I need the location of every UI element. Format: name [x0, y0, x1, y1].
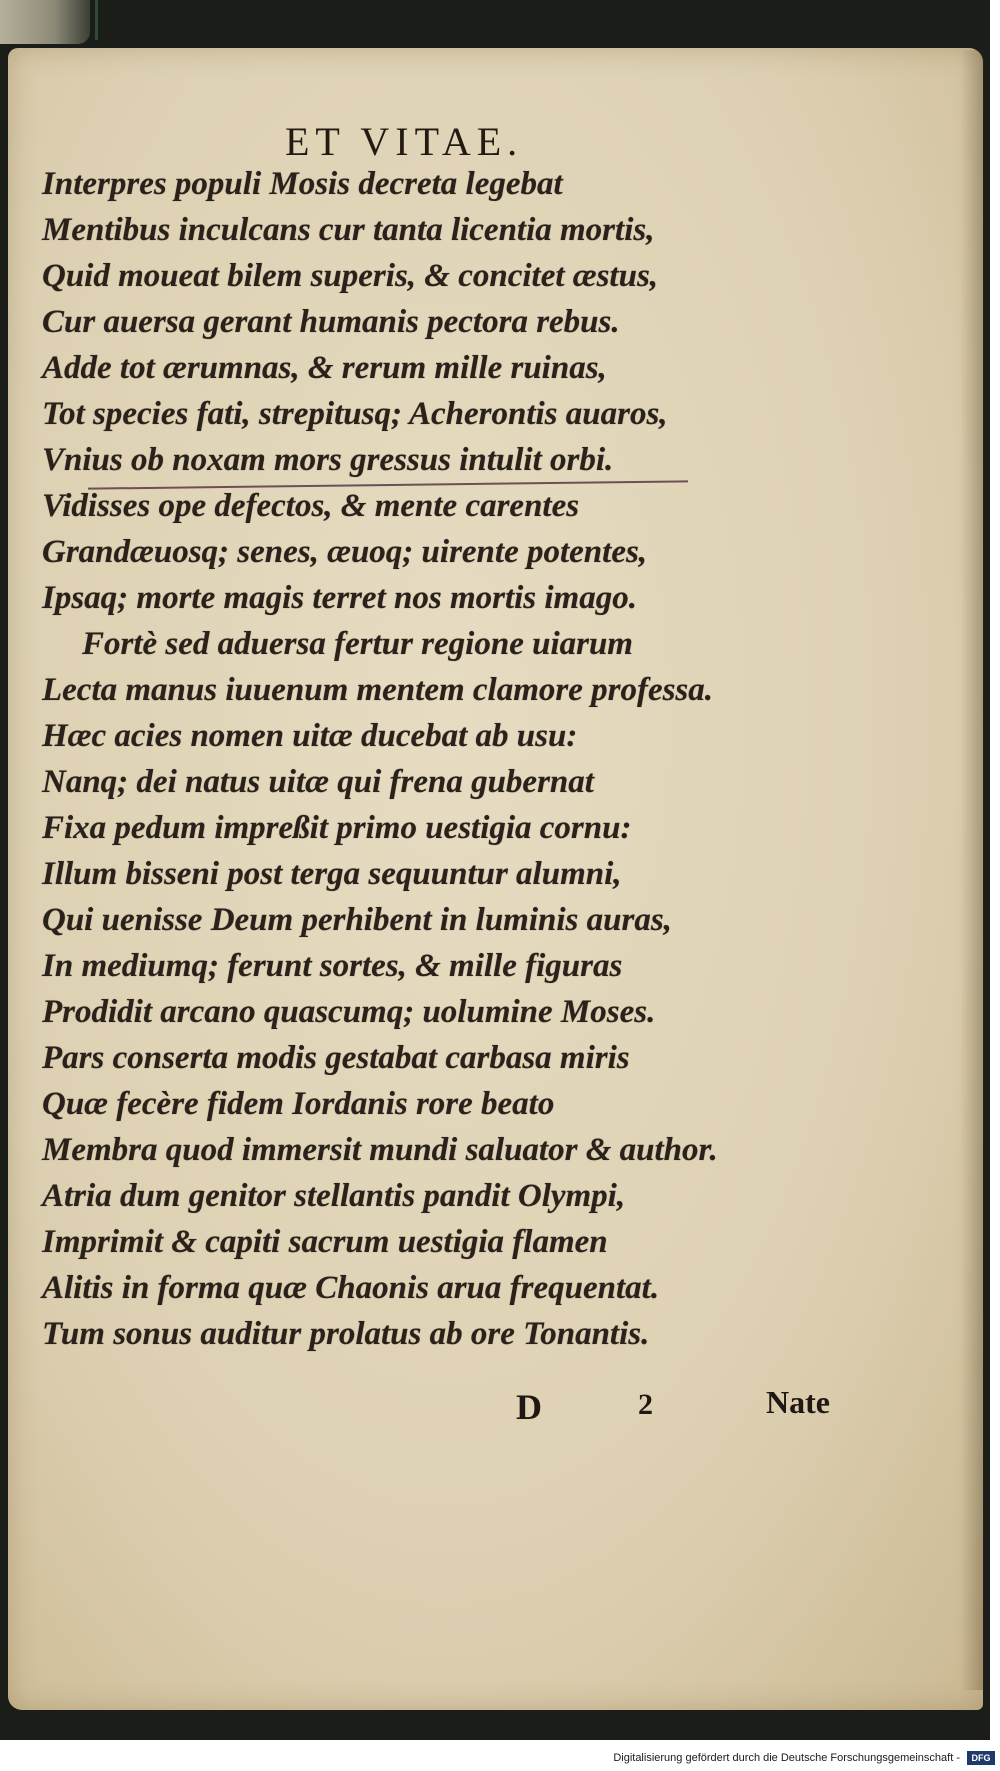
verse-line: Interpres populi Mosis decreta legebat [42, 166, 563, 202]
verse-line: Nanq; dei natus uitæ qui frena gubernat [42, 764, 594, 800]
dfg-logo: DFG [967, 1751, 995, 1765]
verse-line: In mediumq; ferunt sortes, & mille figuras [42, 948, 623, 984]
binding-thread [95, 0, 98, 40]
book-binding-corner [0, 0, 90, 44]
verse-line: Illum bisseni post terga sequuntur alumni, [42, 856, 622, 892]
verse-line: Qui uenisse Deum perhibent in luminis auras, [42, 902, 672, 938]
verse-line: Adde tot ærumnas, & rerum mille ruinas, [42, 350, 607, 386]
catchword: Nate [766, 1384, 830, 1420]
verse-line: Membra quod immersit mundi saluator & author. [42, 1132, 718, 1168]
verse-line: Pars conserta modis gestabat carbasa miris [42, 1040, 630, 1076]
running-head: ET VITAE. [285, 119, 524, 164]
verse-line-indented: Fortè sed aduersa fertur regione uiarum [82, 626, 633, 662]
verse-line-underlined: Vnius ob noxam mors gressus intulit orbi. [42, 442, 614, 478]
verse-line: Hæc acies nomen uitæ ducebat ab usu: [42, 718, 578, 754]
verse-line: Grandæuosq; senes, æuoq; uirente potentes, [42, 534, 648, 570]
verse-line: Prodidit arcano quascumq; uolumine Moses. [42, 994, 656, 1030]
verse-line: Cur auersa gerant humanis pectora rebus. [42, 304, 620, 340]
poem-text [42, 161, 942, 1357]
page-edge-shadow [960, 50, 984, 1690]
verse-line: Lecta manus iuuenum mentem clamore professa. [42, 672, 714, 708]
verse-line: Vidisses ope defectos, & mente carentes [42, 488, 580, 524]
signature-mark: D [516, 1387, 542, 1427]
verse-line: Atria dum genitor stellantis pandit Olympi, [42, 1178, 626, 1214]
verse-line: Quid moueat bilem superis, & concitet æstus, [42, 258, 659, 294]
digitization-credit: Digitalisierung gefördert durch die Deutsche Forschungsgemeinschaft - [613, 1752, 960, 1764]
verse-line: Mentibus inculcans cur tanta licentia mortis, [42, 212, 655, 248]
verse-line: Tum sonus auditur prolatus ab ore Tonantis. [42, 1316, 650, 1352]
verse-line: Alitis in forma quæ Chaonis arua frequentat. [42, 1270, 660, 1306]
verse-line: Tot species fati, strepitusq; Acherontis auaros, [42, 396, 668, 432]
verse-line: Quæ fecère fidem Iordanis rore beato [42, 1086, 555, 1122]
verse-line: Imprimit & capiti sacrum uestigia flamen [42, 1224, 608, 1260]
verse-line: Ipsaq; morte magis terret nos mortis imago. [42, 580, 637, 616]
verse-line: Fixa pedum impreßit primo uestigia cornu: [42, 810, 632, 846]
leaf-number: 2 [638, 1388, 653, 1421]
